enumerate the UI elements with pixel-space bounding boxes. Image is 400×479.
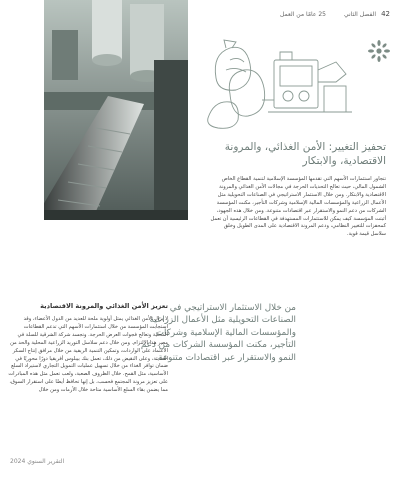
report-footer: التقرير السنوي 2024 xyxy=(10,458,65,465)
section-title: تحفيز التغيير: الأمن الغذائي، والمرونة الاقتصادية، والابتكار xyxy=(224,141,386,167)
subsection-body: لا يزال الأمن الغذائي يمثل أولوية ملحة للعديد من الدول الأعضاء، وقد استجابت المؤسسة من خلال استثمارات الأسهم التي تدعم القطاعات المحلية وتعالج فجوات العرض الحرجة. وتجسد شركة الشرقية للسلة في مصر هذا الالتزام. ومن خلال دعم سلاسل التوريد الزراعية المحلية والحد من الاعتماد على الواردات، وتمكين التنمية الريفية من خلال مرافق إنتاج السكر الحديثة، وعلى النقيض من ذلك، تعمل بنك بيبلوس أفريقيا دورًا محوريًا في ضمان توافر الغذاء من خلال تسهيل عمليات التمويل التجاري لاستيراد السلع الأساسية، مثل القمح. خلال الظروف الصعبة، ولعب تعمل مثل هذه المبادرات على تعزيز مرونة المجتمع فحسب، بل إنها تحافظ أيضًا على استقرار السوق، مما يضمن بقاء السلع الأساسية متاحة خلال الأزمات ومن خلال xyxy=(8,316,168,394)
chapter-subtitle: 25 عامًا من العمل xyxy=(280,11,326,18)
subsection-title: تعزيز الأمن الغذائي والمرونة الاقتصادية xyxy=(40,302,168,310)
section-body: تتجاوز استثمارات الأسهم التي تقدمها المؤسسة الإسلامية لتنمية القطاع الخاص الشمول المالي، حيث تعالج التحديات الحرجة في مجالات الأمن الغذائي والمرونة الاقتصادية والابتكار. ومن خلال الاستثمار الاستراتيجي في الصناعات التحويلية مثل الأعمال الزراعية والمؤسسات المالية الإسلامية وشركات التأجير، مكنت المؤسسة الشركات من دعم النمو والاستقرار عبر اقتصادات متنوعة. ومن خلال هذه الجهود، أثبتت المؤسسة كيف يمكن للاستثمارات المستهدفة في القطاعات الرئيسية أن تعمل كمحفزات للتغيير النظامي، ودعم المرونة الاقتصادية على المدى الطويل وخلق سلاسل قيمة قوية. xyxy=(210,176,386,238)
page-number: 42 xyxy=(381,10,390,18)
sacks-machine-illustration xyxy=(196,30,362,134)
factory-conveyor-photo xyxy=(44,0,188,220)
chapter-label: الفصل الثاني xyxy=(344,11,376,18)
pull-quote: من خلال الاستثمار الاستراتيجي في الصناعات التحويلية مثل الأعمال الزراعية والمؤسسات المالية الإسلامية وشركات التأجير، مكنت المؤسسة الشركات من دعم النمو والاستقرار عبر اقتصادات متنوعة. xyxy=(140,303,296,363)
seed-emblem-icon xyxy=(366,38,392,64)
